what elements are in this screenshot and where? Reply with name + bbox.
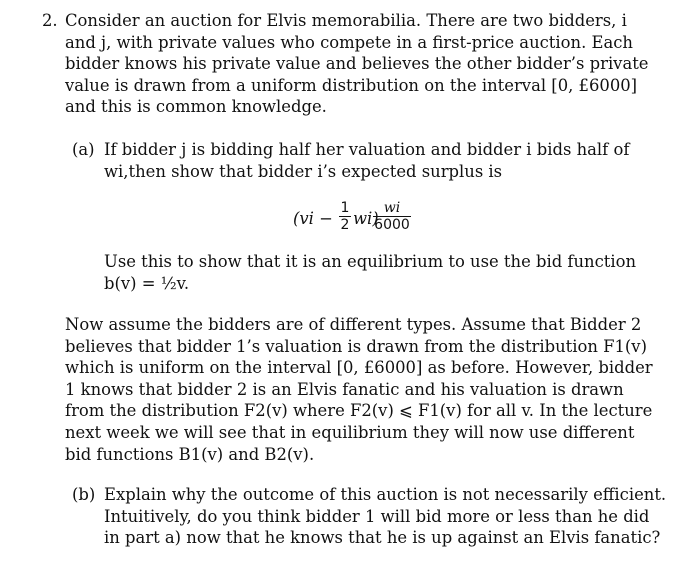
formula-probability-fraction <box>373 200 411 233</box>
formula-mid: wi) <box>353 209 379 228</box>
formula-half-fraction <box>339 200 351 233</box>
intro-line: value is drawn from a uniform distribution on the interval [0, £6000] <box>65 75 638 95</box>
formula-half-denominator: 2 <box>340 217 350 233</box>
middle-line: from the distribution F2(v) where F2(v) ⩽ F1(v) for all v. In the lecture <box>65 401 653 421</box>
middle-line: Now assume the bidders are of different types. Assume that Bidder 2 <box>65 315 642 334</box>
intro-line: Consider an auction for Elvis memorabilia. There are two bidders, i <box>65 11 627 30</box>
middle-line: next week we will see that in equilibrium they will now use different <box>65 422 635 442</box>
part-a-follow-line: Use this to show that it is an equilibrium to use the bid function <box>104 252 637 271</box>
middle-paragraph <box>65 314 653 465</box>
middle-line: 1 knows that bidder 2 is an Elvis fanatic and his valuation is drawn <box>65 379 624 399</box>
part-a-question <box>104 139 630 182</box>
part-a-line: If bidder j is bidding half her valuation and bidder i bids half of <box>104 140 630 159</box>
part-b-label: (b) <box>72 485 96 504</box>
intro-line: and j, with private values who compete in a first-price auction. Each <box>65 32 633 52</box>
formula-left: (vi − <box>293 209 333 228</box>
part-b-line: Explain why the outcome of this auction is not necessarily efficient. <box>104 485 667 504</box>
expected-surplus-formula <box>293 196 423 244</box>
formula-half-numerator: 1 <box>340 200 350 216</box>
part-a-followup <box>104 251 637 294</box>
intro-line: and this is common knowledge. <box>65 97 327 117</box>
formula-prob-denominator: 6000 <box>374 217 410 233</box>
part-a-label: (a) <box>72 140 95 159</box>
part-b-question <box>104 484 667 549</box>
part-a-line: wi,then show that bidder i’s expected surplus is <box>104 161 503 181</box>
formula-prob-numerator: wi <box>373 200 411 217</box>
middle-line: bid functions B1(v) and B2(v). <box>65 444 315 464</box>
intro-paragraph <box>65 10 649 118</box>
middle-line: believes that bidder 1’s valuation is drawn from the distribution F1(v) <box>65 336 647 356</box>
problem-number: 2. <box>42 11 58 30</box>
part-a-follow-line: b(v) = ½v. <box>104 273 190 293</box>
part-b-line: in part a) now that he knows that he is up against an Elvis fanatic? <box>104 528 661 548</box>
middle-line: which is uniform on the interval [0, £6000] as before. However, bidder <box>65 358 653 378</box>
intro-line: bidder knows his private value and believes the other bidder’s private <box>65 54 649 74</box>
part-b-line: Intuitively, do you think bidder 1 will bid more or less than he did <box>104 506 650 526</box>
